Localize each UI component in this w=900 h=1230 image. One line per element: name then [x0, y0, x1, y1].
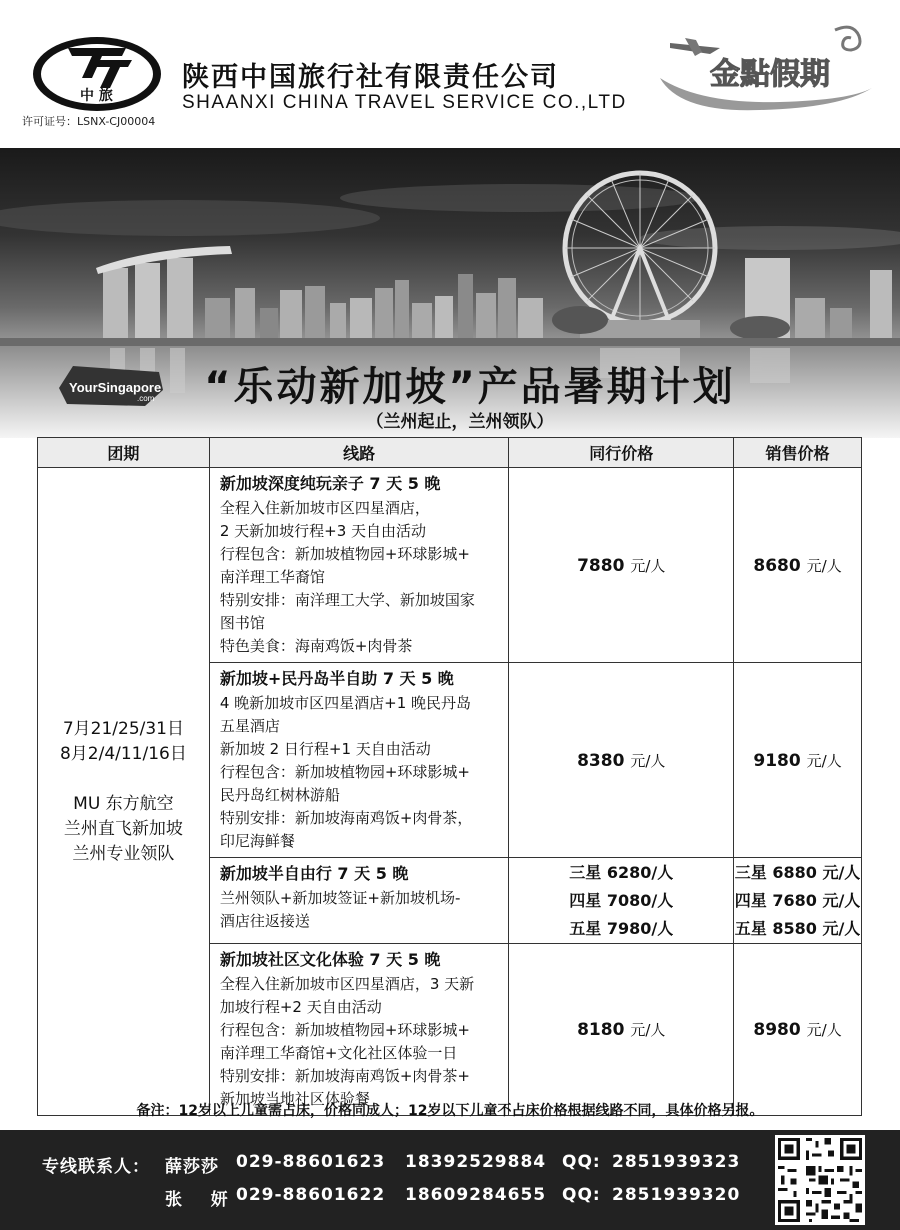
contact-phone: 029-88601622 [236, 1185, 386, 1205]
trade-tier: 三星 6280/人 [569, 862, 674, 882]
header-sale-price: 销售价格 [734, 438, 862, 468]
trade-price-value: 8180 [577, 1020, 625, 1040]
sale-price-value: 8680 [753, 555, 801, 576]
route-line: 加坡行程+2 天自由活动 [219, 998, 382, 1016]
route-line: 南洋理工华裔馆 [219, 568, 325, 586]
price-unit: 元/人 [630, 556, 666, 575]
sale-price-value: 9180 [753, 750, 801, 771]
route-line: 酒店往返接送 [219, 912, 310, 930]
contact-mobile: 18609284655 [405, 1185, 547, 1205]
route-cell [209, 468, 509, 663]
main-title: “乐动新加坡”产品暑期计划 [204, 364, 736, 410]
header-route: 线路 [209, 438, 509, 468]
license-number: 许可证号：LSNX-CJ00004 [22, 115, 156, 128]
route-cell [209, 944, 509, 1116]
route-line: 印尼海鲜餐 [219, 832, 295, 850]
sale-tier: 四星 7680 元/人 [734, 890, 861, 910]
route-title: 新加坡+民丹岛半自助 7 天 5 晚 [219, 669, 454, 688]
contact-label: 专线联系人： [42, 1157, 150, 1177]
golden-holiday-brand-logo [650, 18, 880, 118]
flight-line: 兰州直飞新加坡 [63, 818, 183, 839]
route-title: 新加坡半自由行 7 天 5 晚 [219, 864, 409, 883]
spacer [38, 767, 209, 792]
contact-mobile: 18392529884 [405, 1152, 547, 1172]
route-line: 行程包含：新加坡植物园+环球影城+ [219, 545, 470, 563]
route-line: 特色美食：海南鸡饭+肉骨茶 [219, 637, 413, 655]
trade-tier: 四星 7080/人 [569, 890, 674, 910]
price-unit: 元/人 [630, 751, 666, 770]
table-row [38, 468, 862, 663]
trade-price-cell [509, 944, 734, 1116]
header-dates: 团期 [38, 438, 210, 468]
sale-price-cell [734, 663, 862, 858]
trade-price-value: 7880 [577, 555, 625, 576]
qr-code-icon [775, 1135, 865, 1225]
route-cell [209, 663, 509, 858]
route-line: 行程包含：新加坡植物园+环球影城+ [219, 1021, 470, 1039]
contact-qq: 2851939323 [612, 1152, 741, 1172]
svg-text:.com: .com [137, 394, 155, 403]
route-title: 新加坡社区文化体验 7 天 5 晚 [219, 950, 441, 969]
route-line: 全程入住新加坡市区四星酒店， [219, 499, 430, 517]
route-line: 五星酒店 [219, 717, 280, 735]
sale-price-cell [734, 944, 862, 1116]
route-line: 特别安排：新加坡海南鸡饭+肉骨茶+ [219, 1067, 470, 1085]
route-line: 特别安排：新加坡海南鸡饭+肉骨茶， [219, 809, 473, 827]
table-header-row [38, 438, 862, 468]
route-line: 4 晚新加坡市区四星酒店+1 晚民丹岛 [219, 694, 472, 712]
company-name-cn: 陕西中国旅行社有限责任公司 [182, 62, 559, 93]
contact-name: 薛莎莎 [165, 1157, 219, 1177]
route-title: 新加坡深度纯玩亲子 7 天 5 晚 [219, 474, 441, 493]
itinerary-price-table [37, 437, 862, 1116]
route-line: 特别安排：南洋理工大学、新加坡国家 [219, 591, 475, 609]
route-line: 2 天新加坡行程+3 天自由活动 [219, 522, 427, 540]
route-line: 新加坡当地社区体验餐 [219, 1090, 370, 1108]
subtitle: （兰州起止，兰州领队） [366, 412, 554, 432]
route-line: 全程入住新加坡市区四星酒店，3 天新 [219, 975, 475, 993]
trade-price-cell [509, 663, 734, 858]
contact-qq: 2851939320 [612, 1185, 741, 1205]
header-trade-price: 同行价格 [509, 438, 734, 468]
trade-price-value: 8380 [577, 750, 625, 771]
route-line: 行程包含：新加坡植物园+环球影城+ [219, 763, 470, 781]
route-line: 图书馆 [219, 614, 265, 632]
trade-price-tiers-cell [509, 858, 734, 944]
qq-label: QQ: [562, 1185, 601, 1205]
remarks-note: 备注：12岁以上儿童需占床，价格同成人；12岁以下儿童不占床价格根据线路不同，具体价格另报。 [136, 1103, 764, 1119]
route-line: 民丹岛红树林游船 [219, 786, 340, 804]
price-unit: 元/人 [630, 1021, 666, 1039]
contact-name: 张 妍 [165, 1190, 229, 1210]
departure-dates-cell [38, 468, 210, 1116]
contact-phone: 029-88601623 [236, 1152, 386, 1172]
trade-tier: 五星 7980/人 [569, 918, 674, 938]
price-unit: 元/人 [806, 751, 842, 770]
sale-tier: 五星 8580 元/人 [734, 918, 861, 938]
trade-price-cell [509, 468, 734, 663]
svg-text:金點假期: 金點假期 [710, 57, 830, 92]
airline-line: MU 东方航空 [73, 793, 174, 814]
svg-text:YourSingapore: YourSingapore [69, 380, 162, 395]
route-cell [209, 858, 509, 944]
company-name-en: SHAANXI CHINA TRAVEL SERVICE CO.,LTD [182, 92, 627, 113]
sale-price-cell [734, 468, 862, 663]
qq-label: QQ: [562, 1152, 601, 1172]
sale-tier: 三星 6880 元/人 [734, 862, 861, 882]
route-line: 兰州领队+新加坡签证+新加坡机场- [219, 889, 461, 907]
cts-logo-icon [30, 34, 165, 114]
price-unit: 元/人 [806, 556, 842, 575]
route-line: 新加坡 2 日行程+1 天自由活动 [219, 740, 431, 758]
date-line: 7月21/25/31日 [62, 718, 184, 739]
leader-line: 兰州专业领队 [72, 843, 175, 864]
contact-footer [0, 1130, 900, 1230]
sale-price-value: 8980 [753, 1020, 801, 1040]
svg-text:中 旅: 中 旅 [80, 88, 113, 104]
sale-price-tiers-cell [734, 858, 862, 944]
price-unit: 元/人 [806, 1021, 842, 1039]
header [0, 0, 900, 148]
route-line: 南洋理工华裔馆+文化社区体验一日 [219, 1044, 458, 1062]
date-line: 8月2/4/11/16日 [59, 743, 187, 764]
